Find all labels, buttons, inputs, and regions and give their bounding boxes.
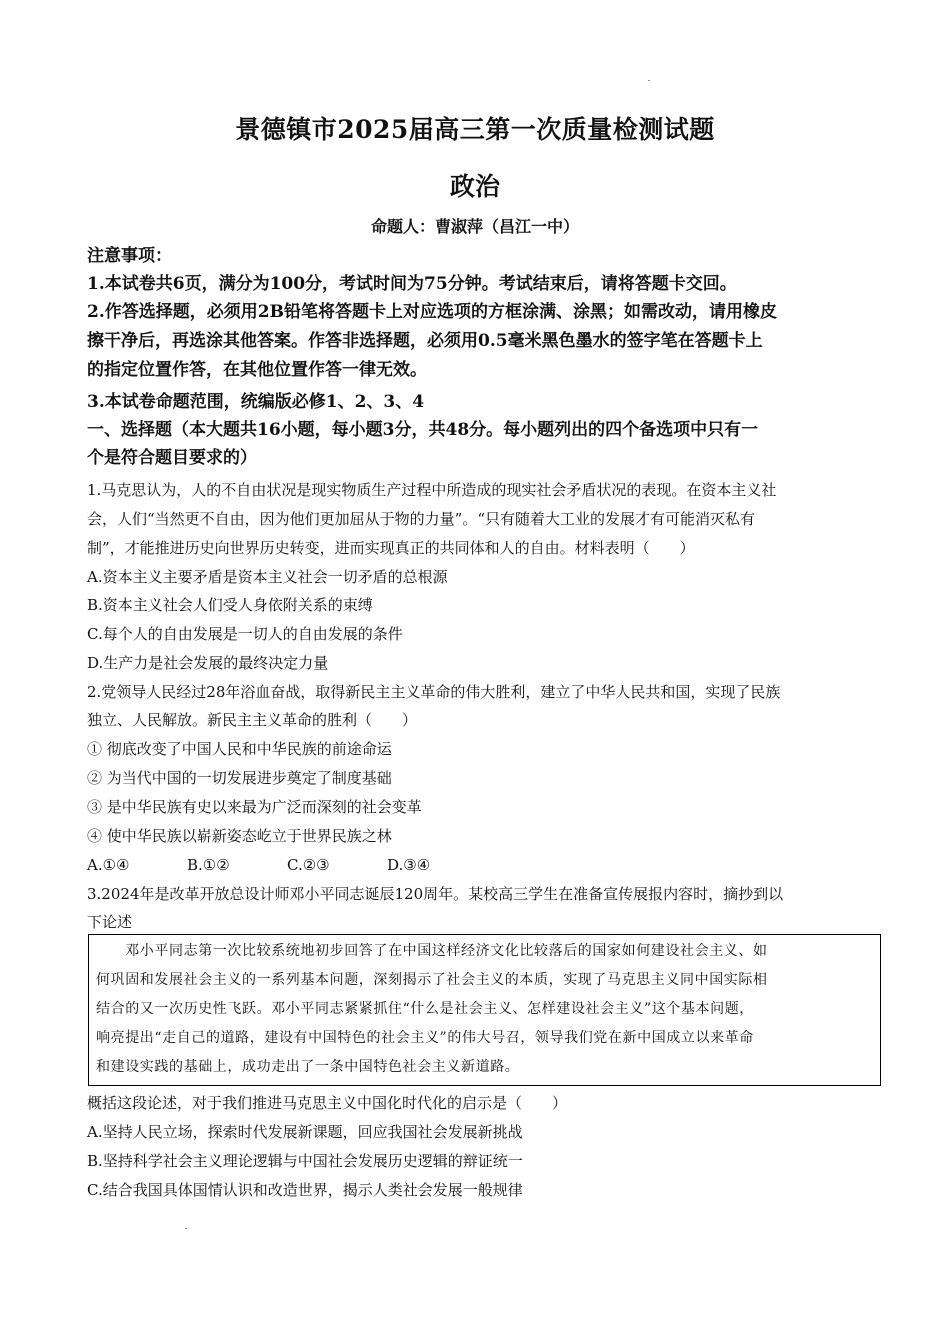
q1-option-d: D.生产力是社会发展的最终决定力量: [87, 654, 329, 672]
q2-options: [87, 851, 430, 879]
quote-line: 响亮提出“走自己的道路，建设有中国特色的社会主义”的伟大号召，领导我们党在新中国成立以来革命: [96, 1030, 754, 1046]
notice-item: 1.本试卷共6页，满分为100分，考试时间为75分钟。考试结束后，请将答题卡交回。: [87, 274, 737, 294]
q1-option-a: A.资本主义主要矛盾是资本主义社会一切矛盾的总根源: [87, 568, 448, 586]
notice-item: 擦干净后，再选涂其他答案。作答非选择题，必须用0.5毫米黑色墨水的签字笔在答题卡上: [87, 331, 763, 351]
q1-stem: 1.马克思认为，人的不自由状况是现实物质生产过程中所造成的现实社会矛盾状况的表现。在资本主义社: [87, 481, 777, 499]
author-line: 命题人：曹淑萍（昌江一中）: [370, 217, 579, 236]
q2-option-c: C.②③: [287, 856, 330, 874]
notice-item: 的指定位置作答，在其他位置作答一律无效。: [87, 360, 427, 380]
q1-option-c: C.每个人的自由发展是一切人的自由发展的条件: [87, 625, 403, 643]
q2-statement-1: ① 彻底改变了中国人民和中华民族的前途命运: [87, 740, 392, 758]
q2-option-b: B.①②: [187, 856, 230, 874]
q3-quote-box: [88, 934, 881, 1086]
subject-title: 政治: [449, 172, 500, 201]
q2-option-d: D.③④: [387, 856, 431, 874]
q3-option-b: B.坚持科学社会主义理论逻辑与中国社会发展历史逻辑的辩证统一: [87, 1152, 523, 1170]
q2-statement-2: ② 为当代中国的一切发展进步奠定了制度基础: [87, 769, 392, 787]
q3-stem: 下论述: [87, 913, 133, 931]
notice-item: 2.作答选择题，必须用2B铅笔将答题卡上对应选项的方框涂满、涂黑；如需改动，请用橡皮: [87, 302, 777, 322]
section-heading-cont: 个是符合题目要求的）: [87, 448, 257, 468]
quote-line: 结合的又一次历史性飞跃。邓小平同志紧紧抓住“什么是社会主义、怎样建设社会主义”这个基本问题，: [96, 1001, 754, 1017]
q1-stem: 会，人们“当然更不自由，因为他们更加屈从于物的力量”。“只有随着大工业的发展才有可能消灭私有: [87, 510, 756, 528]
q3-option-c: C.结合我国具体国情认识和改造世界，揭示人类社会发展一般规律: [87, 1181, 523, 1199]
scan-speck: [185, 1228, 187, 1229]
quote-line: 邓小平同志第一次比较系统地初步回答了在中国这样经济文化比较落后的国家如何建设社会主义、如: [96, 943, 768, 959]
notice-item: 3.本试卷命题范围，统编版必修1、2、3、4: [87, 392, 425, 412]
q2-stem: 2.党领导人民经过28年浴血奋战，取得新民主主义革命的伟大胜利，建立了中华人民共和国，实现了民族: [87, 683, 781, 701]
q2-statement-3: ③ 是中华民族有史以来最为广泛而深刻的社会变革: [87, 798, 422, 816]
notice-heading: 注意事项：: [87, 246, 172, 266]
q2-option-a: A.①④: [87, 856, 130, 874]
q3-question: 概括这段论述，对于我们推进马克思主义中国化时代化的启示是（ ）: [87, 1094, 568, 1112]
q3-option-a: A.坚持人民立场，探索时代发展新课题，回应我国社会发展新挑战: [87, 1123, 523, 1141]
exam-title: 景德镇市2025届高三第一次质量检测试题: [235, 115, 715, 144]
q1-option-b: B.资本主义社会人们受人身依附关系的束缚: [87, 596, 373, 614]
q2-statement-4: ④ 使中华民族以崭新姿态屹立于世界民族之林: [87, 827, 392, 845]
section-heading: 一、选择题（本大题共16小题，每小题3分，共48分。每小题列出的四个备选项中只有一: [87, 420, 759, 440]
q3-stem: 3.2024年是改革开放总设计师邓小平同志诞辰120周年。某校高三学生在准备宣传展报内容时，摘抄到以: [87, 885, 784, 903]
q2-stem: 独立、人民解放。新民主主义革命的胜利（ ）: [87, 711, 418, 729]
scan-speck: [648, 80, 650, 81]
quote-line: 何巩固和发展社会主义的一系列基本问题，深刻揭示了社会主义的本质，实现了马克思主义同中国实际相: [96, 972, 768, 988]
quote-line: 和建设实践的基础上，成功走出了一条中国特色社会主义新道路。: [96, 1059, 520, 1075]
q1-stem: 制”，才能推进历史向世界历史转变，进而实现真正的共同体和人的自由。材料表明（ ）: [87, 539, 695, 557]
